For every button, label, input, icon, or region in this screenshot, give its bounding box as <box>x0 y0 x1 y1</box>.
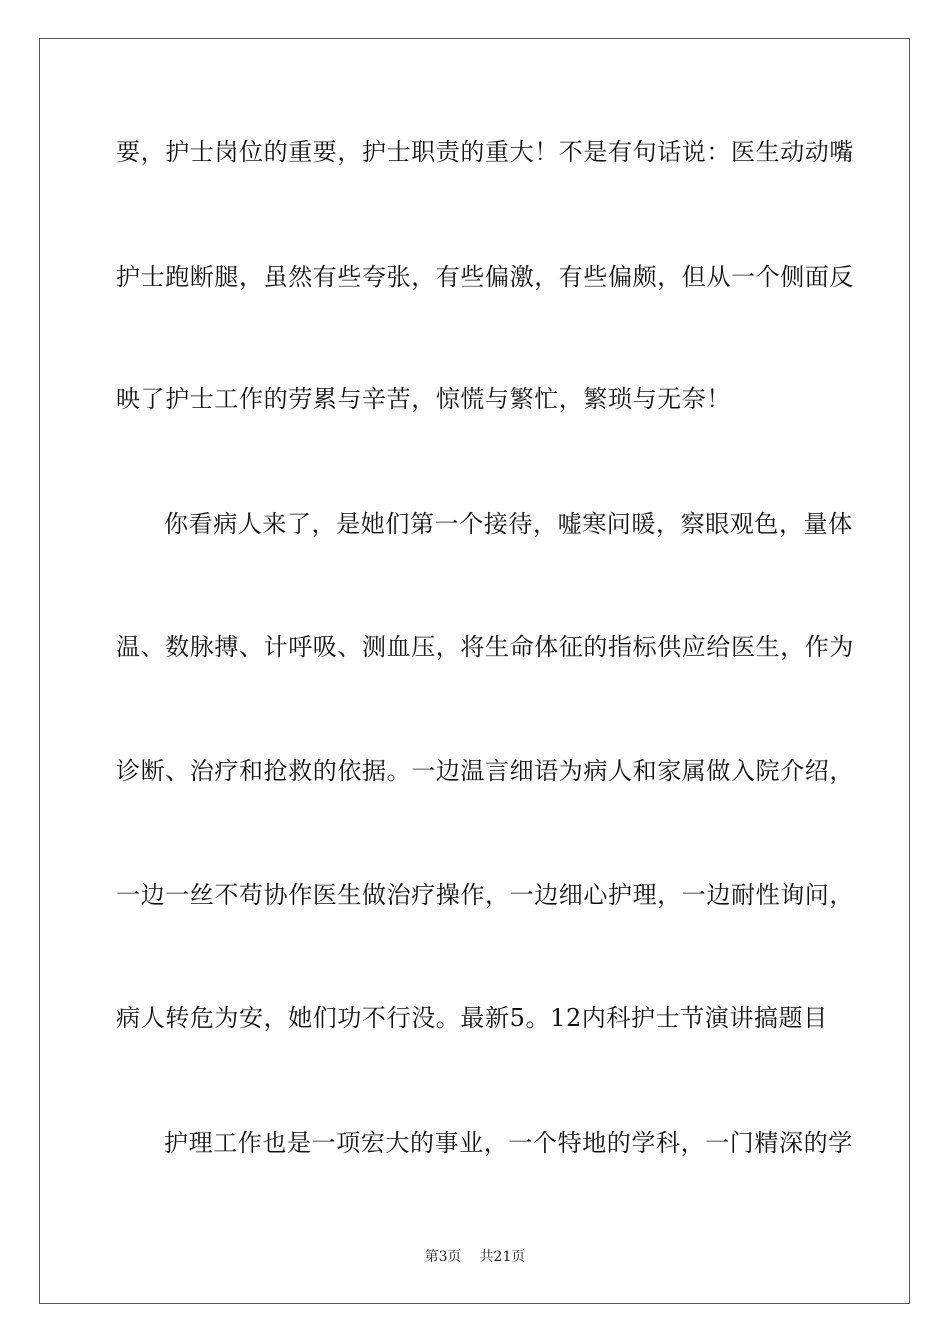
page-border <box>39 38 910 1304</box>
page-number-total: 共21页 <box>479 1249 526 1265</box>
text-line-7: 一边一丝不苟协作医生做治疗操作，一边细心护理，一边耐性询问， <box>116 881 854 909</box>
text-line-4-paragraph-start: 你看病人来了，是她们第一个接待，嘘寒问暖，察眼观色，量体 <box>164 510 853 538</box>
text-line-1: 要，护士岗位的重要，护士职责的重大！不是有句话说：医生动动嘴 <box>116 138 854 166</box>
text-line-8: 病人转危为安，她们功不行没。最新5。12内科护士节演讲搞题目 <box>116 1004 828 1032</box>
page-footer <box>0 1248 950 1266</box>
text-line-6: 诊断、治疗和抢救的依据。一边温言细语为病人和家属做入院介绍， <box>116 757 854 785</box>
text-line-9-paragraph-start: 护理工作也是一项宏大的事业，一个特地的学科，一门精深的学 <box>164 1129 853 1157</box>
text-line-3: 映了护士工作的劳累与辛苦，惊慌与繁忙，繁琐与无奈！ <box>116 385 731 413</box>
text-line-2: 护士跑断腿，虽然有些夸张，有些偏激，有些偏颇，但从一个侧面反 <box>116 263 854 291</box>
page-number-current: 第3页 <box>424 1249 462 1265</box>
text-line-5: 温、数脉搏、计呼吸、测血压，将生命体征的指标供应给医生，作为 <box>116 633 854 661</box>
